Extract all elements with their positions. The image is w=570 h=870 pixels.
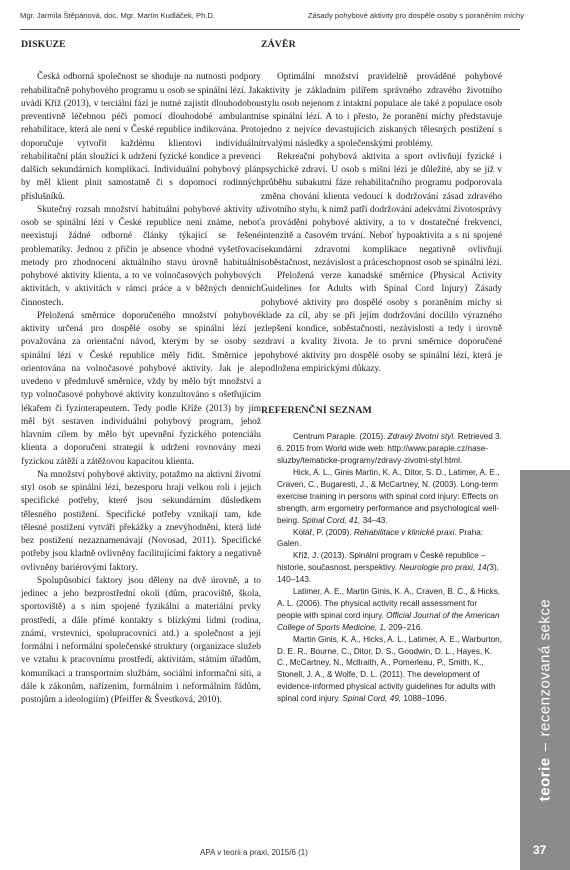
reference-item: Centrum Paraple. (2015). Zdravý životní styl. Retrieved 3. 6. 2015 from World wide web: http://www.paraple.cz/nase-sluzby/tematicke-programy/zdravy-zivotni-styl.html. (277, 432, 502, 466)
section-label: teorie–recenzovaná sekce (536, 598, 554, 802)
reference-item: Martin Ginis, K. A., Hicks, A. L., Latimer, A. E., Warburton, D. E. R., Bourne, C., Ditor, D. S., Goodwin, D. L., Hayes, K. C., McCartney, N., Mcllraith, A., Pomerleau, P., Smith, K., Stonell, J. A., & Wolfe, D. L. (2011). The development of evidence-informed physical activity guidelines for adults with spinal cord injury. Spinal Cord, 49, 1088–1096. (277, 634, 503, 704)
right-column (261, 38, 502, 705)
reference-item: Latimer, A. E., Martin Ginis, K. A., Craven, B. C., & Hicks, A. L. (2006). The physical activity recall assessment for people with spinal cord injury. Official Journal of the American College of Sports Medicine, 1, 209–216. (277, 587, 501, 632)
paragraph: Skutečný rozsah množství habituální pohybové aktivity u osob se spinální lézí v České republice není známe, neboť neexistují žádné odborné články týkající se řešené problematiky. Jednou z příčin je absence vhodné vyšetřovací metody pro zhodnocení aktuálního stavu úrovně habituální pohybové aktivity klienta, a to ve volnočasových pohybových aktivitách, v aktivitách v rámci práce a v běžných denních činnostech. (21, 204, 261, 308)
paragraph: Spolupůsobící faktory jsou děleny na dvě úrovně, a to jedinec a jeho bezprostřední okolí (dům, pracoviště, škola, sportoviště) a s ním spojené fyzikální a materiální prvky prostředí, a dále přímé kontakty s blízkými lidmi (rodina, známí, vrstevníci, spolupracovníci atd.) a společnost a její formální i neformální společenské struktury (organizace služeb ve vztahu k pracovnímu prostředí, aktivitám, státním úřadům, komunikaci a transportním službám, sociální informační síti, a dále k zákonům, nařízením, formálním i neformálním řádům, postojům a ideologiím) (Pfeiffer & Švestková, 2010). (21, 575, 261, 705)
left-column (21, 38, 261, 707)
paragraph: Přeložená verze kanadské směrnice (Physical Activity Guidelines for Adults with Spinal Cord Injury) Zásady pohybové aktivity pro dospělé osoby s poraněním míchy si klade za cíl, aby se při jejím dodržování docílilo výrazného zlepšení kondice, soběstačnosti, nezávislosti a tedy i úrovně zdraví a kvality života. Je to první směrnice doporučené pohybové aktivity pro dospělé osoby se spinální lézí, která je podložena empirickými důkazy. (261, 271, 502, 374)
footer-journal: APA v teorii a praxi, 2015/6 (1) (200, 848, 308, 857)
header-rule (20, 29, 520, 30)
reference-item: Kolář, P. (2009). Rehabilitace v klinické praxi. Praha: Galen. (277, 527, 484, 549)
paragraph: Optimální množství pravidelně prováděné pohybové aktivity je základním pilířem správného zdravého životního stylu osob nejenom z intaktní populace ale také z populace osob se spinální lézí. A to i přesto, že poranění míchy představuje jedno z nejvíce devastujících získaných tělesných postižení s trvalými následky a společenskými problémy. (261, 72, 502, 149)
header-title: Zásady pohybové aktivity pro dospělé osoby s poraněním míchy (307, 11, 524, 20)
paragraph: Přeložená směrnice doporučeného množství pohybové aktivity určená pro dospělé osoby se spinální lézí je považována za orientační návod, kterým by se osoby se spinální lézí v České republice měly řídit. Směrnice je orientována na volnočasové pohybové aktivity. Jak je ale uvedeno v předmluvě směrnice, vždy by mělo být množství a typ volnočasové pohybové aktivity konzultováno s ošetřujícím lékařem či fyzioterapeutem. Tedy podle Kříže (2013) by jím měl být sestaven individuální pohybový program, jehož hlavním cílem by mělo být upevnění fyzického potenciálu klienta a doporučení strategií k udržení rovnovány mezi fyzickou zátěží a zátěžovou kapacitou klienta. (21, 310, 261, 467)
header-authors: Mgr. Jarmila Štěpánová, doc. Mgr. Martin Kudláček, Ph.D. (20, 11, 215, 20)
reference-item: Kříž, J. (2013). Spinální program v České republice – historie, současnost, perspektivy. Neurologie pro praxi, 14(3), 140–143. (277, 551, 499, 585)
section-heading-zaver: ZÁVĚR (261, 39, 296, 50)
paragraph: Na množství pohybové aktivity, potažmo na aktivní životní styl osob se spinální lézí, bezesporu hrají velkou roli i jejich specifické potřeby, které jsou sekundárním důsledkem tělesného postižení. Specifické potřeby vznikají tam, kde tělesné postižení vytváří překážky a znevýhodnění, která lidé bez postižení nezaznamenávají (Novosad, 2011). Specifické potřeby jsou kladně ovlivněny facilitujícími faktory a negativně ovlivněny bariérovými faktory. (21, 469, 261, 573)
section-heading-references: REFERENČNÍ SEZNAM (261, 405, 372, 416)
paragraph: Česká odborná společnost se shoduje na nutnosti podpory rehabilitačně pohybového programu u osob se spinální lézí. Jak uvádí Kříž (2013), v terciální fázi je nutné zajistit dlouhodobou preventivně léčebnou péči pomocí dlouhodobé ambulantní rehabilitace, která ale není v České republice indikována. Proto doporučuje vytvořit každému klientovi individuální rehabilitační plán sloužící k udržení fyzické kondice a prevenci dalších sekundárních komplikací. Individuální pohybový plán by měl klient plnit samostatně či s dopomocí rodinných příslušníků. (21, 72, 261, 202)
section-heading-diskuze: DISKUZE (21, 39, 66, 50)
page-number: 37 (533, 843, 547, 857)
reference-list (261, 431, 502, 705)
paragraph: Rekreační pohybová aktivita a sport ovlivňují fyzické i psychické zdraví. U osob s míšní lézí je důležité, aby se již v průběhu subakutní fáze rehabilitačního programu podporovala změna chování klienta vedoucí k dodržování zásad zdravého životního stylu, k nimž patří dodržování adekvátní životosprávy a provádění pohybové aktivity, a to v dostatečné frekvenci, intenzitě a časovém trvání. Neboť hypoaktivita a s ní spojené sekundární zdravotní komplikace negativně ovlivňují soběstačnost, nezávislost a práceschopnost osob se spinální lézí. (261, 151, 502, 268)
reference-item: Hick, A. L., Ginis Martin, K. A., Ditor, S. D., Latimer, A. E., Craven, C., Bugaresti, J., & McCartney, N. (2003). Long-term exercise training in persons with spinal cord injury: Effects on strength, arm ergometry performance and psychological well-being. Spinal Cord, 41, 34–43. (277, 467, 500, 525)
